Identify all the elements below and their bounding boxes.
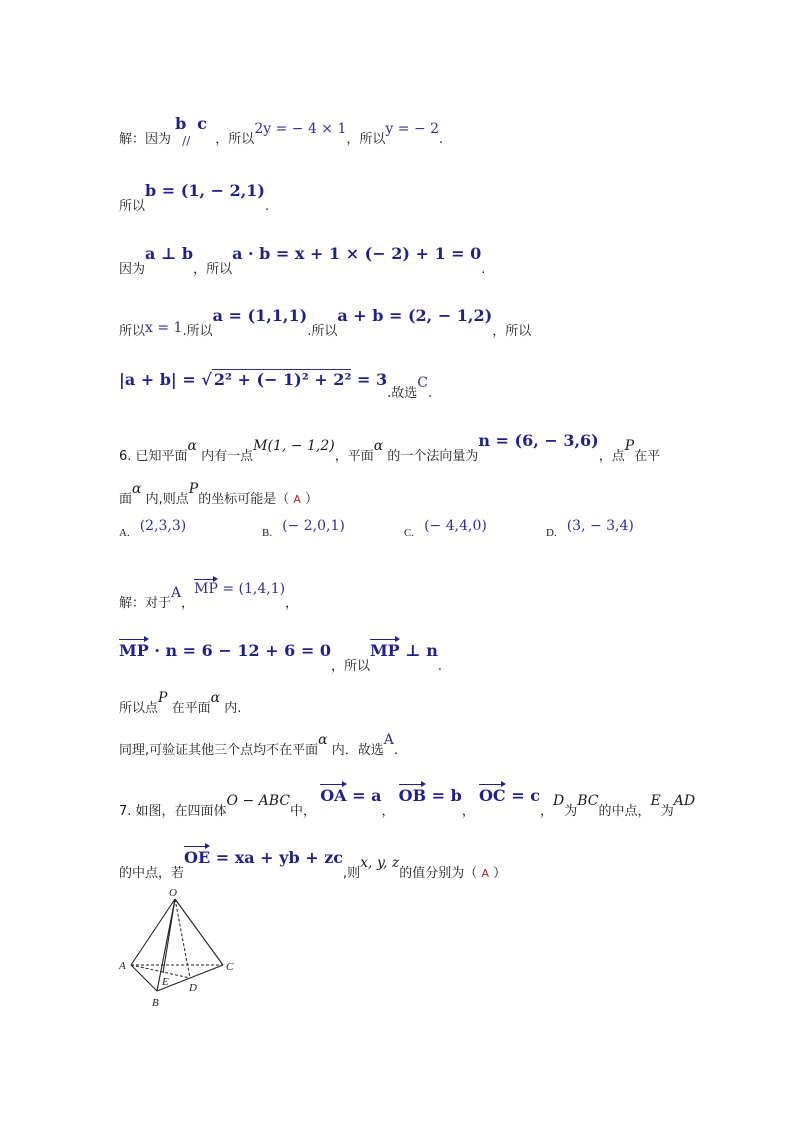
vector-MP: MP (369, 641, 400, 660)
point-P: P (188, 481, 199, 497)
text: 因为 (119, 262, 146, 277)
alpha-symbol: α (187, 438, 198, 454)
point-P: P (158, 690, 168, 706)
question6-solution-line3 (119, 690, 242, 716)
text: 同理,可验证其他三个点均不在平面 (119, 743, 319, 758)
answer-badge: A (481, 867, 489, 880)
vector-MP: MP (119, 641, 149, 660)
segment-AD: AD (673, 793, 696, 809)
text: ， (381, 804, 395, 819)
text: 在平面 (171, 701, 211, 716)
text: . (428, 386, 433, 401)
text: . (437, 659, 442, 674)
solution5-line3 (119, 244, 486, 277)
alpha-symbol: α (132, 481, 142, 497)
equation: = a (346, 786, 382, 805)
option-value: (2,3,3) (139, 518, 187, 534)
dot-product-equation (119, 641, 331, 660)
text: 6. 已知平面 (119, 449, 188, 464)
solution5-line4 (119, 306, 532, 339)
solution5-line1 (119, 114, 444, 148)
equation: b = (1, − 2,1) (145, 181, 265, 200)
text: . (439, 132, 444, 147)
tetrahedron-figure (113, 885, 253, 1015)
text: 的值分别为（ (399, 866, 478, 881)
parallel-symbol: // (182, 134, 191, 148)
tetrahedron-name: O − ABC (226, 793, 291, 809)
text: 内,则点 (145, 492, 189, 507)
solution5-line5 (119, 370, 433, 401)
question7-stem-line2 (119, 848, 507, 881)
equation: y = − 2 (385, 121, 440, 137)
option-value: (3, − 3,4) (566, 518, 634, 534)
text: ，所以 (215, 132, 255, 147)
text: 为 (660, 804, 674, 819)
option-value: (− 4,4,0) (424, 518, 487, 534)
answer-badge: A (293, 493, 301, 506)
text: 解：因为 (119, 132, 172, 147)
text: ） (305, 492, 319, 507)
point-E: E (650, 793, 661, 809)
text: .故选 (387, 386, 418, 401)
text: . (393, 743, 399, 758)
segment-BC: BC (577, 793, 599, 809)
text: ，所以 (346, 132, 386, 147)
text: 为 (564, 804, 578, 819)
text: .所以 (182, 324, 213, 339)
solution5-line2 (119, 181, 270, 214)
equation: a + b = (2, − 1,2) (337, 306, 493, 325)
alpha-symbol: α (210, 690, 221, 706)
text: ，点 (598, 449, 625, 464)
segment-OD-hidden (175, 899, 190, 978)
text: 内．故选 (331, 743, 384, 758)
segment-AD-hidden (131, 965, 190, 978)
alpha-symbol: α (373, 438, 384, 454)
text: ， (461, 804, 475, 819)
answer-letter: C (417, 375, 428, 391)
text: 面 (119, 492, 133, 507)
question6-stem-line1 (119, 431, 661, 464)
text: ，所以 (193, 262, 233, 277)
label-B: B (152, 997, 159, 1009)
label-O: O (169, 887, 177, 899)
option-letter: A (171, 585, 182, 601)
option-label: D. (546, 527, 557, 539)
vector-c: c (197, 114, 207, 133)
text: ， (181, 596, 195, 611)
text: 的中点，若 (119, 866, 185, 881)
text: ） (493, 866, 507, 881)
text: ， (285, 596, 299, 611)
edge-OC (175, 899, 223, 965)
text: . (264, 199, 270, 214)
question6-solution-line4 (119, 732, 399, 758)
vector-equation-ob (399, 786, 462, 805)
question6-stem-line2 (119, 481, 319, 507)
text: ，平面 (334, 449, 374, 464)
vector-MP: MP (194, 581, 218, 597)
equation: = 3 (351, 370, 388, 389)
equation: 2y = − 4 × 1 (254, 121, 347, 137)
equation: x = 1 (145, 320, 183, 336)
option-b[interactable] (262, 518, 345, 540)
equation: = xa + yb + zc (210, 848, 344, 867)
vector-equation-oa (320, 786, 381, 805)
equation: a · b = x + 1 × (− 2) + 1 = 0 (232, 244, 482, 263)
edge-AB (131, 965, 157, 991)
sqrt-radicand: 2² + (− 1)² + 2² (213, 370, 352, 389)
equation: ⊥ n (399, 641, 438, 660)
equation: = b (426, 786, 462, 805)
text: 解：对于 (119, 596, 172, 611)
text: 7. 如图，在四面体 (119, 804, 227, 819)
vector-OC: OC (478, 786, 506, 805)
text: 的中点， (598, 804, 651, 819)
vector-OA: OA (320, 786, 347, 805)
vector-OB: OB (398, 786, 427, 805)
segment-OE (163, 899, 175, 973)
vector-equation (194, 581, 285, 597)
alpha-symbol: α (318, 732, 328, 748)
label-A: A (119, 960, 126, 972)
text: 中， (290, 804, 317, 819)
vector-equation-oe (184, 848, 343, 867)
variables-xyz: x, y, z (360, 855, 400, 871)
option-label: C. (404, 527, 415, 539)
parallel-expression (175, 114, 211, 148)
answer-letter: A (383, 732, 394, 748)
option-label: B. (262, 527, 273, 539)
label-E: E (162, 976, 169, 988)
point-D: D (552, 793, 565, 809)
option-value: (− 2,0,1) (282, 518, 345, 534)
vector-OE: OE (184, 848, 211, 867)
equation: |a + b| = (119, 370, 202, 389)
text: 所以 (119, 324, 146, 339)
text: 在平 (634, 449, 661, 464)
text: .所以 (307, 324, 338, 339)
equation: a = (1,1,1) (212, 306, 308, 325)
equation: = (1,4,1) (217, 581, 286, 597)
point-P: P (624, 438, 635, 454)
text: 内. (224, 701, 242, 716)
normal-vector: n = (6, − 3,6) (478, 431, 599, 450)
label-C: C (226, 961, 234, 973)
question6-solution-line1 (119, 581, 299, 611)
text: ，所以 (492, 324, 532, 339)
equation: · n = 6 − 12 + 6 = 0 (148, 641, 331, 660)
magnitude-equation: |a + b| = √ 2² + (− 1)² + 2² = 3 (119, 370, 388, 389)
text: 所以点 (119, 701, 159, 716)
vector-b: b (175, 114, 187, 133)
point-M: M(1, − 1,2) (253, 438, 335, 454)
text: . (481, 262, 486, 277)
question7-stem-line1 (119, 786, 696, 819)
text: ， (539, 804, 553, 819)
option-d[interactable] (546, 518, 634, 540)
vector-equation-oc (479, 786, 540, 805)
text: 所以 (119, 199, 146, 214)
label-D: D (189, 982, 197, 994)
perpendicular-expression (370, 641, 438, 660)
equation: a ⊥ b (145, 244, 194, 263)
text: ,则 (343, 866, 361, 881)
question6-solution-line2 (119, 641, 442, 674)
option-c[interactable] (404, 518, 487, 540)
equation: = c (505, 786, 540, 805)
text: ，所以 (330, 659, 370, 674)
option-a[interactable] (119, 518, 187, 540)
text: 的一个法向量为 (387, 449, 479, 464)
text: 内有一点 (201, 449, 254, 464)
option-label: A. (119, 527, 130, 539)
text: 的坐标可能是（ (198, 492, 290, 507)
